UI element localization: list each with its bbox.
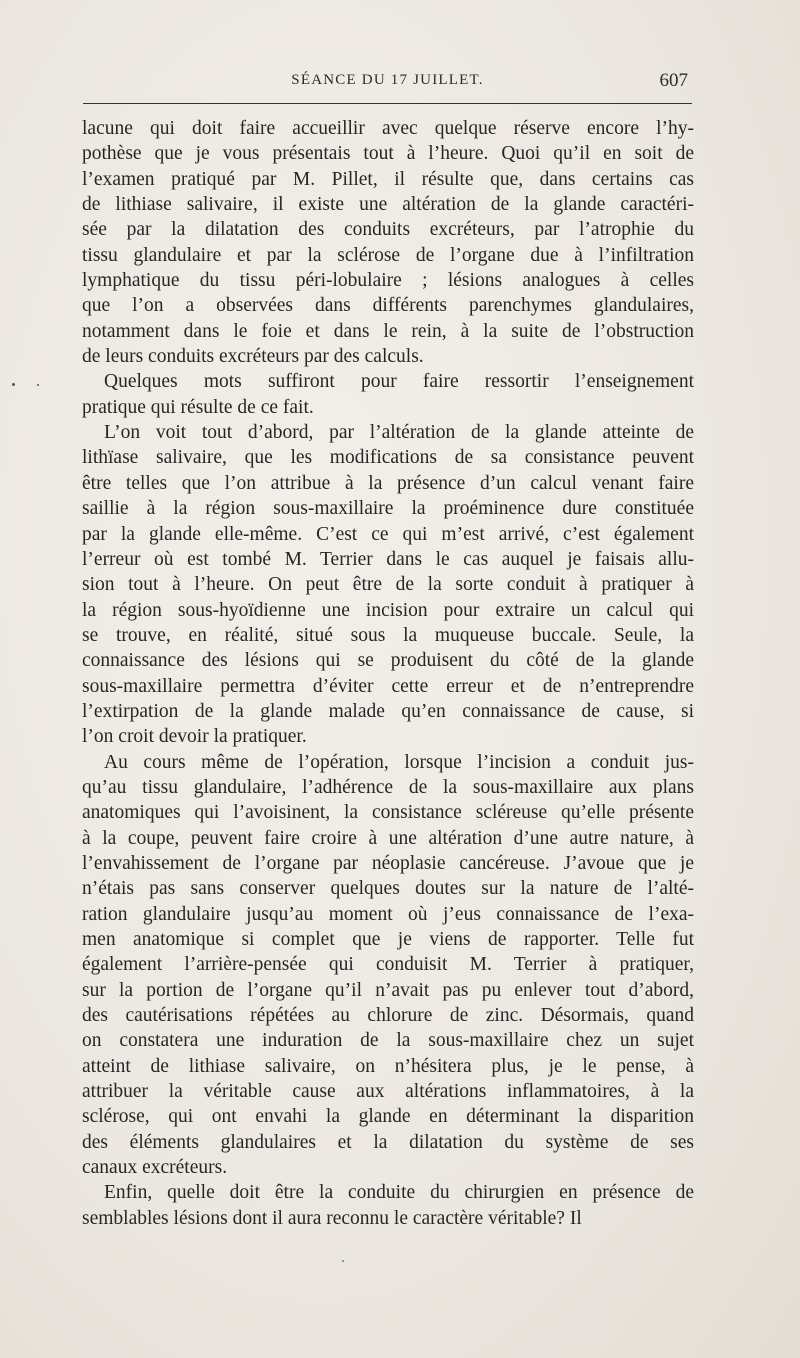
paragraph (82, 1180, 694, 1231)
text-line: la région sous-hyoïdienne une incision pour extraire un calcul qui (82, 599, 694, 621)
paragraph (82, 116, 694, 369)
text-line: anatomiques qui l’avoisinent, la consistance scléreuse qu’elle présente (82, 802, 694, 824)
body-text (82, 116, 694, 1231)
text-line: attribuer la véritable cause aux altérations inflammatoires, à la (82, 1081, 694, 1103)
text-line: Enfin, quelle doit être la conduite du chirurgien en présence de (104, 1182, 694, 1204)
page-number: 607 (659, 70, 688, 91)
text-line: n’étais pas sans conserver quelques doutes sur la nature de l’alté- (82, 878, 694, 900)
text-line: de lithiase salivaire, il existe une altération de la glande caractéri- (82, 194, 694, 216)
text-line: que l’on a observées dans différents parenchymes glandulaires, (82, 295, 694, 317)
text-line: des éléments glandulaires et la dilatation du système de ses (82, 1131, 694, 1153)
paragraph (82, 750, 694, 1181)
text-line: semblables lésions dont il aura reconnu le caractère véritable? Il (82, 1207, 582, 1229)
header-rule (83, 103, 692, 104)
page-speck (342, 1260, 344, 1262)
text-line: l’examen pratiqué par M. Pillet, il résulte que, dans certains cas (82, 168, 694, 190)
text-line: pratique qui résulte de ce fait. (82, 396, 314, 418)
text-line: ration glandulaire jusqu’au moment où j’eus connaissance de l’exa- (82, 903, 694, 925)
margin-speck (37, 384, 39, 386)
text-line: lithïase salivaire, que les modifications de sa consistance peuvent (82, 447, 694, 469)
paragraph (82, 420, 694, 749)
text-line: sion tout à l’heure. On peut être de la sorte conduit à pratiquer à (82, 574, 694, 596)
text-line: saillie à la région sous-maxillaire la proéminence dure constituée (82, 498, 694, 520)
text-line: Au cours même de l’opération, lorsque l’incision a conduit jus- (104, 751, 694, 773)
text-line: lymphatique du tissu péri-lobulaire ; lésions analogues à celles (82, 270, 694, 292)
text-line: pothèse que je vous présentais tout à l’heure. Quoi qu’il en soit de (82, 143, 694, 165)
text-line: l’envahissement de l’organe par néoplasie cancéreuse. J’avoue que je (82, 852, 694, 874)
text-line: L’on voit tout d’abord, par l’altération de la glande atteinte de (104, 422, 694, 444)
text-line: être telles que l’on attribue à la présence d’un calcul venant faire (82, 472, 694, 494)
text-line: se trouve, en réalité, situé sous la muqueuse buccale. Seule, la (82, 624, 694, 646)
text-line: de leurs conduits excréteurs par des calculs. (82, 346, 424, 368)
text-line: qu’au tissu glandulaire, l’adhérence de la sous-maxillaire aux plans (82, 776, 694, 798)
text-line: on constatera une induration de la sous-maxillaire chez un sujet (82, 1030, 694, 1052)
margin-speck (12, 383, 15, 386)
text-line: men anatomique si complet que je viens de rapporter. Telle fut (82, 929, 694, 950)
text-line: canaux excréteurs. (82, 1157, 228, 1179)
text-line: l’erreur où est tombé M. Terrier dans le cas auquel je faisais allu- (82, 548, 694, 570)
text-line: sur la portion de l’organe qu’il n’avait pas pu enlever tout d’abord, (82, 979, 694, 1001)
text-line: à la coupe, peuvent faire croire à une altération d’une autre nature, à (82, 827, 694, 849)
text-line: notamment dans le foie et dans le rein, à la suite de l’obstruction (82, 320, 694, 342)
text-line: Quelques mots suffiront pour faire ressortir l’enseignement (104, 371, 694, 393)
text-line: lacune qui doit faire accueillir avec quelque réserve encore l’hy- (82, 118, 694, 139)
text-line: par la glande elle-même. C’est ce qui m’est arrivé, c’est également (82, 523, 694, 545)
text-line: atteint de lithiase salivaire, on n’hésitera plus, je le pense, à (82, 1055, 694, 1077)
paragraph (82, 369, 694, 420)
text-line: l’on croit devoir la pratiquer. (82, 726, 307, 748)
text-line: des cautérisations répétées au chlorure de zinc. Désormais, quand (82, 1005, 694, 1027)
text-line: sée par la dilatation des conduits excréteurs, par l’atrophie du (82, 219, 694, 241)
text-line: l’extirpation de la glande malade qu’en connaissance de cause, si (82, 700, 694, 722)
page-header (83, 70, 692, 100)
text-line: également l’arrière-pensée qui conduisit M. Terrier à pratiquer, (82, 954, 694, 976)
text-line: sous-maxillaire permettra d’éviter cette erreur et de n’entreprendre (82, 675, 694, 697)
text-line: sclérose, qui ont envahi la glande en déterminant la disparition (82, 1106, 694, 1128)
text-line: connaissance des lésions qui se produisent du côté de la glande (82, 650, 694, 672)
text-line: tissu glandulaire et par la sclérose de l’organe due à l’infiltration (82, 244, 694, 266)
running-title: SÉANCE DU 17 JUILLET. (291, 72, 484, 88)
